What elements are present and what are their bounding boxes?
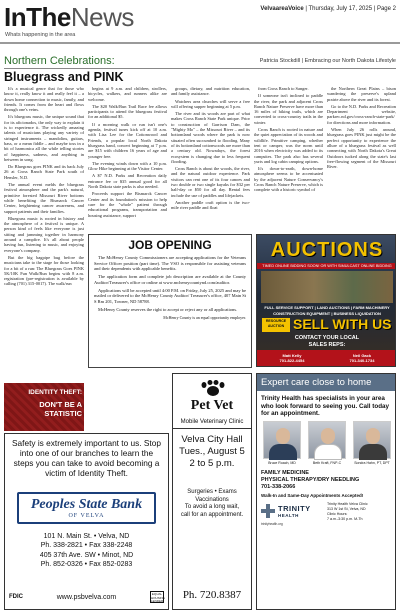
publication-name: VelvaareaVoice	[260, 6, 304, 12]
pet-vet-phone[interactable]: Ph. 720.8387	[182, 589, 242, 601]
doctor-photo	[263, 421, 301, 459]
article-column-1: It's a musical genre that for those who know it, really know it and really feel it – a down home connection to music, family, and friends. It comes from the heart and flows through one's veins. It's bluegrass music, the unique sound that for its aficionados, the only way to explain it is to experience it. The wickedly amazing talents of musicians playing any variety of stringed instruments – mandolins, guitars, bass, or a mean fiddle – and maybe toss in a bit of harmonica all the while telling stories of happiness, sadness, and anything in between in song. Do Bluegrass goes PINK and its back July 26 at Cross Ranch State Park south of Hensler, N.D. The annual event melds the bluegrass festival atmosphere and the park's natural, primitive forested Missouri River bottoms while benefiting the Bismarck Cancer Center, heightening cancer awareness, and support patients and their families. Bluegrass music is rooted in history and the atmosphere of a festival is unique. A person kind of feels like everyone is just sitting and jamming together in harmony around a campfire. It's all about people having fun, listening to music, and enjoying everyone's company. But the big bagpipe bug before the musicians take to the stage for those looking for a bit of a run: The Bluegrass Goes PINK 5K/10K Fun Walk/Run begins with 8 a.m. registration (pre-registration is available by calling (701) 315-0017). The walk/run	[4, 86, 84, 287]
page-number: Page 2	[376, 6, 396, 12]
job-opening-ad: JOB OPENING The McHenry County Commissioners are accepting applications for the Veterans Service Officer position (part time). The VSO is responsible for assisting veterans and their dependents with applicable benefits. The application form and complete job description are available at the County Auditor/Treasurer's office or online at www.mchenrycountynd.com/auditor. Applications will be accepted until 4:00 P.M. on Friday, July 25, 2025 and may be mailed or delivered to the McHenry County Auditor/ Treasurer's office, 407 Main St S Rm 201, Towner, ND 58788. McHenry County reserves the right to accept or reject any or all applications. McHenry County is an equal opportunity employer.	[88, 234, 252, 368]
identity-theft-banner	[4, 383, 84, 431]
identity-theft-slogan: DON'T BE A STATISTIC	[39, 400, 82, 418]
article-column-3: groups, dietary, and nutrition education, and family assistance. Watchers area churches will serve a free will offering supper beginning at 5 p.m. The river and its woods are part of what makes Cross Ranch State Park unique. Prior to construction of Garrison Dam, the "Mighty Mo" – the Missouri River – and its bottomland woods where the park is now situated often succumbed to flooding. Many of its bottomland cottonwoods are more than a century old. Nowadays, the forest ecosystem is changing due to less frequent flooding. Cross Ranch is about the woods, the river, and the natural outdoor experience. Park visitors can rent one of its four canoes and two double or two single kayaks for $32 per half-day or $50 for all day. Rental fees include the use of paddles and lifejackets. Another paddle craft option is the two-mile river paddle and float	[171, 86, 250, 211]
auction-title: AUCTIONS	[270, 239, 384, 261]
sell-with-us: SELL WITH US	[293, 316, 392, 332]
trinity-clinic-info: Trinity Health Velva Clinic 313 W 1st St, Velva, ND Clinic Hours: 7 a.m.-3:30 p.m. M-Th	[327, 502, 368, 521]
bank-ad	[4, 433, 169, 610]
trinity-services: FAMILY MEDICINE PHYSICAL THERAPY/DRY NEEDLING	[261, 470, 360, 483]
newspaper-logo: InTheNews	[4, 2, 134, 32]
identity-theft-heading: IDENTITY THEFT:	[28, 389, 82, 396]
sales-rep-1: Matt Kelly 701-822-4454	[279, 353, 305, 363]
doctor-caption: Sondra Hahn, PT, DPT	[354, 461, 390, 465]
article-column-2: begins at 9 a.m. and children, strollers, bicycles, walkers, and runners alike are welcome. The $20 Walk/Run Trail Race fee allows participants to attend the bluegrass festival for an additional $5. If a morning walk or run isn't one's agenda, festival tunes kick off at 10 a.m. with Lisa Lee for the Cottonwood and Friends, a popular local North Dakota bluegrass band, concert beginning at 7 p.m. are $15 with children 16 years of age and younger free. The evening winds down with a 10 p.m. Glow Hike beginning at the Visitor Center. A $7 N.D. Parks and Recreation daily entrance fee or $35 annual good for all North Dakota state parks is also needed. Proceeds support the Bismarck Cancer Center and its foundation's mission to help care for the "whole" patient through educational programs, transportation and housing assistance, support	[88, 86, 167, 218]
doctor-photo	[308, 421, 346, 459]
auction-badge: RESOURCE AUCTION	[262, 318, 290, 332]
trinity-health-ad	[256, 373, 396, 610]
bank-addresses: 101 N. Main St. • Velva, ND Ph. 338-2821 • Fax 338-2248 405 37th Ave. SW • Minot, ND Ph. 852-0326 • Fax 852-0283	[39, 533, 134, 568]
trinity-logo: TRINITY HEALTH	[261, 502, 319, 520]
trinity-intro: Trinity Health has specialists in your area who look forward to seeing you. Call today for an appointment.	[261, 395, 390, 417]
bank-name-sub: OF VELVA	[68, 513, 105, 519]
auction-services-1: FULL SERVICE SUPPORT | LAND AUCTIONS | FARM MACHINERY	[264, 305, 390, 310]
auction-subtitle: TIMED ONLINE BIDDING SOON! OR WITH SIMULCAST ONLINE BIDDING	[257, 263, 396, 269]
section-title: Northern Celebrations:	[4, 55, 115, 67]
issue-info: VelvaareaVoice | Thursday, July 17, 2025 | Page 2	[260, 6, 396, 12]
trinity-header: Expert care close to home	[257, 374, 396, 391]
auction-ad[interactable]	[256, 234, 396, 367]
article-column-4: from Cross Ranch to Sanger. If someone isn't inclined to paddle the river, the park and adjacent Cross Ranch Nature Preserve have more than 16 miles of hiking trails, which are converted to cross-country trails in the winter. Cross Ranch is rooted in nature and the quiet appreciation of its woods and wildlife. Primitive camping, whether tent or camper, was the norm until 2016 when electricity was added to its campsites. The park also has several yurts and log cabin camping options. It's down-to-earth, down-home atmosphere seems to be accentuated by the adjacent Nature Conservancy's Cross Ranch Nature Preserve, which is complete with a historic symbol of	[254, 86, 323, 193]
section-bar	[4, 55, 396, 69]
doctor-caption: Bruce Roach, MD	[268, 461, 296, 465]
doctor-caption: Beth Kraft, FNP-C	[312, 461, 342, 465]
byline: Patricia Stockdill | Embracing our North Dakota Lifestyle	[259, 58, 396, 64]
sales-rep-2: Neil Gack 701-340-1734	[349, 353, 375, 363]
equal-housing-lender-icon: EQUAL HOUSING LENDER	[151, 592, 166, 603]
trinity-phone[interactable]: 701-338-2066	[261, 484, 296, 490]
trinity-walkin: Walk-In and Same-Day Appointments Accepted!	[261, 493, 364, 498]
pet-vet-mobile: Mobile Veterinary Clinic	[173, 419, 251, 429]
sales-reps	[257, 350, 396, 367]
pet-vet-schedule: Velva City Hall Tues., August 5 2 to 5 p.m.	[179, 434, 245, 469]
fdic-logo: FDIC	[9, 594, 23, 600]
pet-vet-ad	[172, 373, 252, 610]
doctor-photo	[353, 421, 391, 459]
pet-vet-name: Pet Vet	[190, 398, 234, 413]
masthead	[0, 0, 400, 44]
cross-icon	[261, 504, 275, 518]
tagline: Whats happening in the area	[5, 32, 76, 38]
bank-safety-message: Safety is extremely important to us. Stop into one of our branches to learn the steps you can take to avoid becoming a victim of Identity Theft.	[12, 438, 161, 478]
equal-opportunity-note: McHenry County is an equal opportunity employer.	[163, 314, 246, 320]
article-column-5: the Northern Great Plains – bison wandering the preserve's upland prairie above the river and its forest. Go to the N.D. Parks and Recreation Department website, parkrec.nd.gov/cross-ranch-state-park/ for directions and more information. When July 26 rolls around, bluegrass goes PINK just might be the perfect opportunity to experience the allure of a bluegrass festival as well connecting with North Dakota's Great Outdoors tucked along the state's last free-flowing segment of the Missouri River.	[327, 86, 396, 170]
job-opening-title: JOB OPENING	[128, 238, 212, 252]
bank-logo	[17, 492, 156, 524]
article-headline: Bluegrass and PINK	[4, 70, 124, 84]
auction-machinery-photo	[261, 271, 393, 303]
auction-services-2: CONSTRUCTION EQUIPMENT | BUSINESS LIQUIDATION	[273, 311, 381, 316]
issue-date: Thursday, July 17, 2025	[308, 6, 373, 12]
bank-name: Peoples State Bank	[30, 497, 143, 512]
trinity-website-link[interactable]: trinityhealth.org	[261, 522, 283, 526]
bank-website-link[interactable]: www.psbvelva.com	[56, 594, 117, 601]
auction-contact: CONTACT YOUR LOCAL SALES REPS:	[294, 335, 360, 348]
pet-vet-services: Surgeries • Exams Vaccinations To avoid a long wait, call for an appointment.	[180, 489, 244, 518]
